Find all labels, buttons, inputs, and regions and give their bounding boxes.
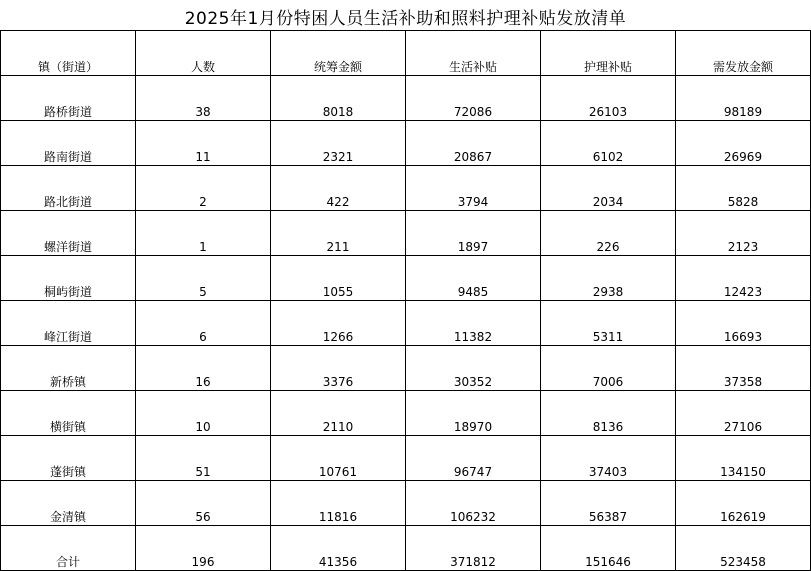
care-subsidy-cell[interactable]: 37403 xyxy=(541,436,676,481)
column-header-living-subsidy[interactable]: 生活补贴 xyxy=(406,31,541,76)
people-count-cell[interactable]: 16 xyxy=(136,346,271,391)
amount-to-issue-cell[interactable]: 5828 xyxy=(676,166,811,211)
care-subsidy-cell[interactable]: 226 xyxy=(541,211,676,256)
pooled-amount-cell[interactable]: 3376 xyxy=(271,346,406,391)
amount-to-issue-cell[interactable]: 98189 xyxy=(676,76,811,121)
town-cell[interactable]: 横街镇 xyxy=(1,391,136,436)
header-row xyxy=(1,31,811,76)
total-living-subsidy-cell[interactable]: 371812 xyxy=(406,526,541,571)
care-subsidy-cell[interactable]: 6102 xyxy=(541,121,676,166)
total-row xyxy=(1,526,811,571)
people-count-cell[interactable]: 10 xyxy=(136,391,271,436)
column-header-pooled-amount[interactable]: 统筹金额 xyxy=(271,31,406,76)
living-subsidy-cell[interactable]: 106232 xyxy=(406,481,541,526)
column-header-people-count[interactable]: 人数 xyxy=(136,31,271,76)
table-row xyxy=(1,76,811,121)
town-cell[interactable]: 路桥街道 xyxy=(1,76,136,121)
pooled-amount-cell[interactable]: 2110 xyxy=(271,391,406,436)
living-subsidy-cell[interactable]: 1897 xyxy=(406,211,541,256)
care-subsidy-cell[interactable]: 2034 xyxy=(541,166,676,211)
pooled-amount-cell[interactable]: 211 xyxy=(271,211,406,256)
table-row xyxy=(1,166,811,211)
town-cell[interactable]: 螺洋街道 xyxy=(1,211,136,256)
table-row xyxy=(1,301,811,346)
table-row xyxy=(1,256,811,301)
care-subsidy-cell[interactable]: 8136 xyxy=(541,391,676,436)
table-row xyxy=(1,436,811,481)
pooled-amount-cell[interactable]: 1266 xyxy=(271,301,406,346)
amount-to-issue-cell[interactable]: 37358 xyxy=(676,346,811,391)
pooled-amount-cell[interactable]: 11816 xyxy=(271,481,406,526)
care-subsidy-cell[interactable]: 2938 xyxy=(541,256,676,301)
total-amount-to-issue-cell[interactable]: 523458 xyxy=(676,526,811,571)
living-subsidy-cell[interactable]: 3794 xyxy=(406,166,541,211)
care-subsidy-cell[interactable]: 26103 xyxy=(541,76,676,121)
amount-to-issue-cell[interactable]: 26969 xyxy=(676,121,811,166)
people-count-cell[interactable]: 51 xyxy=(136,436,271,481)
column-header-amount-to-issue[interactable]: 需发放金额 xyxy=(676,31,811,76)
pooled-amount-cell[interactable]: 2321 xyxy=(271,121,406,166)
pooled-amount-cell[interactable]: 1055 xyxy=(271,256,406,301)
town-cell[interactable]: 路南街道 xyxy=(1,121,136,166)
pooled-amount-cell[interactable]: 422 xyxy=(271,166,406,211)
living-subsidy-cell[interactable]: 11382 xyxy=(406,301,541,346)
pooled-amount-cell[interactable]: 8018 xyxy=(271,76,406,121)
amount-to-issue-cell[interactable]: 134150 xyxy=(676,436,811,481)
table-row xyxy=(1,121,811,166)
table-row xyxy=(1,391,811,436)
living-subsidy-cell[interactable]: 30352 xyxy=(406,346,541,391)
living-subsidy-cell[interactable]: 96747 xyxy=(406,436,541,481)
town-cell[interactable]: 峰江街道 xyxy=(1,301,136,346)
people-count-cell[interactable]: 38 xyxy=(136,76,271,121)
pooled-amount-cell[interactable]: 10761 xyxy=(271,436,406,481)
column-header-town[interactable]: 镇（街道） xyxy=(1,31,136,76)
town-cell[interactable]: 新桥镇 xyxy=(1,346,136,391)
total-pooled-amount-cell[interactable]: 41356 xyxy=(271,526,406,571)
table-row xyxy=(1,211,811,256)
people-count-cell[interactable]: 6 xyxy=(136,301,271,346)
amount-to-issue-cell[interactable]: 12423 xyxy=(676,256,811,301)
living-subsidy-cell[interactable]: 18970 xyxy=(406,391,541,436)
people-count-cell[interactable]: 11 xyxy=(136,121,271,166)
table-row xyxy=(1,481,811,526)
town-cell[interactable]: 路北街道 xyxy=(1,166,136,211)
people-count-cell[interactable]: 5 xyxy=(136,256,271,301)
amount-to-issue-cell[interactable]: 16693 xyxy=(676,301,811,346)
town-cell[interactable]: 金清镇 xyxy=(1,481,136,526)
living-subsidy-cell[interactable]: 9485 xyxy=(406,256,541,301)
people-count-cell[interactable]: 1 xyxy=(136,211,271,256)
living-subsidy-cell[interactable]: 20867 xyxy=(406,121,541,166)
living-subsidy-cell[interactable]: 72086 xyxy=(406,76,541,121)
care-subsidy-cell[interactable]: 56387 xyxy=(541,481,676,526)
subsidy-table xyxy=(0,30,811,571)
total-town-cell[interactable]: 合计 xyxy=(1,526,136,571)
town-cell[interactable]: 桐屿街道 xyxy=(1,256,136,301)
people-count-cell[interactable]: 2 xyxy=(136,166,271,211)
people-count-cell[interactable]: 56 xyxy=(136,481,271,526)
amount-to-issue-cell[interactable]: 27106 xyxy=(676,391,811,436)
amount-to-issue-cell[interactable]: 2123 xyxy=(676,211,811,256)
total-care-subsidy-cell[interactable]: 151646 xyxy=(541,526,676,571)
total-people-count-cell[interactable]: 196 xyxy=(136,526,271,571)
amount-to-issue-cell[interactable]: 162619 xyxy=(676,481,811,526)
column-header-care-subsidy[interactable]: 护理补贴 xyxy=(541,31,676,76)
sheet-title: 2025年1月份特困人员生活补助和照料护理补贴发放清单 xyxy=(184,9,627,29)
care-subsidy-cell[interactable]: 7006 xyxy=(541,346,676,391)
town-cell[interactable]: 蓬街镇 xyxy=(1,436,136,481)
table-row xyxy=(1,346,811,391)
care-subsidy-cell[interactable]: 5311 xyxy=(541,301,676,346)
